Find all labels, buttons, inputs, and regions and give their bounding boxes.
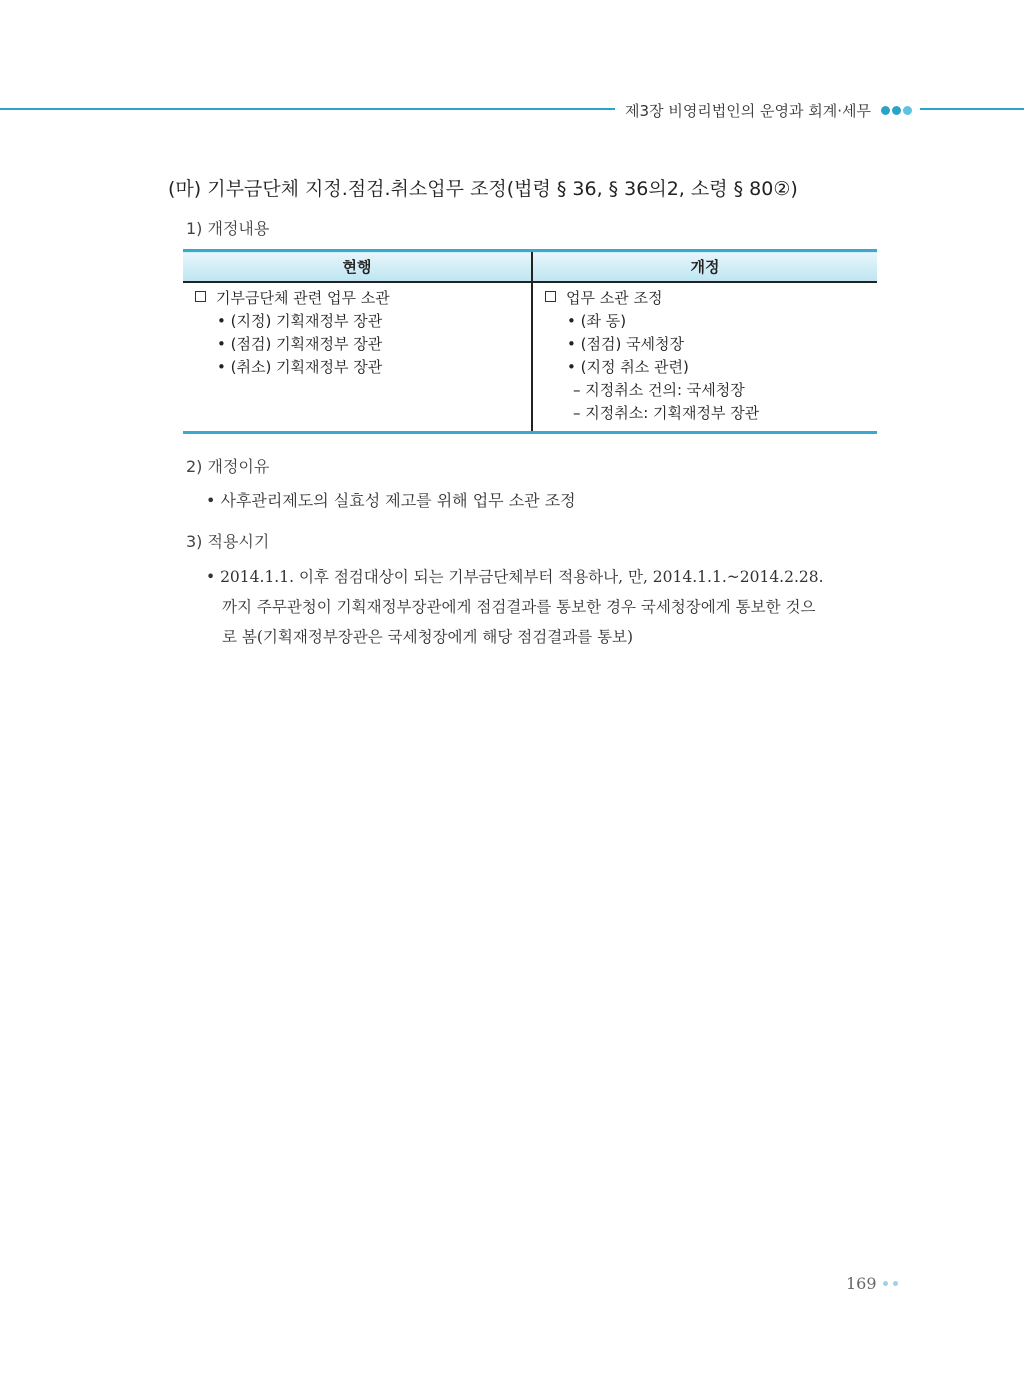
revised-column	[532, 282, 877, 433]
chapter-title: 제3장 비영리법인의 운영과 회계·세무	[625, 102, 871, 120]
table-header-current: 현행	[183, 251, 532, 283]
list-item: 업무 소관 조정	[533, 287, 877, 310]
list-item: • (점검) 국세청장	[567, 335, 685, 353]
paragraph-line: • 2014.1.1. 이후 점검대상이 되는 기부금단체부터 적용하나, 만, 2014.1.1.~2014.2.28.	[206, 568, 824, 586]
page-number: 169	[846, 1274, 877, 1293]
list-item: • (점검) 기획재정부 장관	[217, 335, 383, 353]
list-item: – 지정취소: 기획재정부 장관	[573, 404, 760, 422]
table-header-revised: 개정	[532, 251, 877, 283]
header-dots-icon	[881, 106, 912, 115]
checkbox-square-icon	[195, 291, 206, 302]
list-item: • (취소) 기획재정부 장관	[217, 358, 383, 376]
checkbox-square-icon	[545, 291, 556, 302]
list-item: 기부금단체 관련 업무 소관	[183, 287, 531, 310]
footer-dots-icon	[883, 1281, 898, 1286]
list-item: • (좌 동)	[567, 312, 627, 330]
running-header	[615, 100, 920, 121]
effective-date-paragraph	[206, 562, 882, 652]
section-title: (마) 기부금단체 지정.점검.취소업무 조정(법령 § 36, § 36의2, 소령 § 80②)	[168, 178, 798, 200]
current-column	[183, 282, 532, 433]
list-item: – 지정취소 건의: 국세청장	[573, 381, 745, 399]
comparison-table	[183, 249, 877, 434]
subsection-label-2: 2) 개정이유	[186, 457, 270, 476]
list-item: • (지정 취소 관련)	[567, 358, 689, 376]
paragraph-line: 까지 주무관청이 기획재정부장관에게 점검결과를 통보한 경우 국세청장에게 통보한 것으	[222, 598, 816, 616]
subsection-label-1: 1) 개정내용	[186, 219, 270, 238]
list-item: • (지정) 기획재정부 장관	[217, 312, 383, 330]
paragraph-line: 로 봄(기획재정부장관은 국세청장에게 해당 점검결과를 통보)	[222, 628, 634, 646]
page-footer	[846, 1274, 898, 1293]
subsection-label-3: 3) 적용시기	[186, 532, 270, 551]
reason-text: • 사후관리제도의 실효성 제고를 위해 업무 소관 조정	[206, 491, 576, 510]
